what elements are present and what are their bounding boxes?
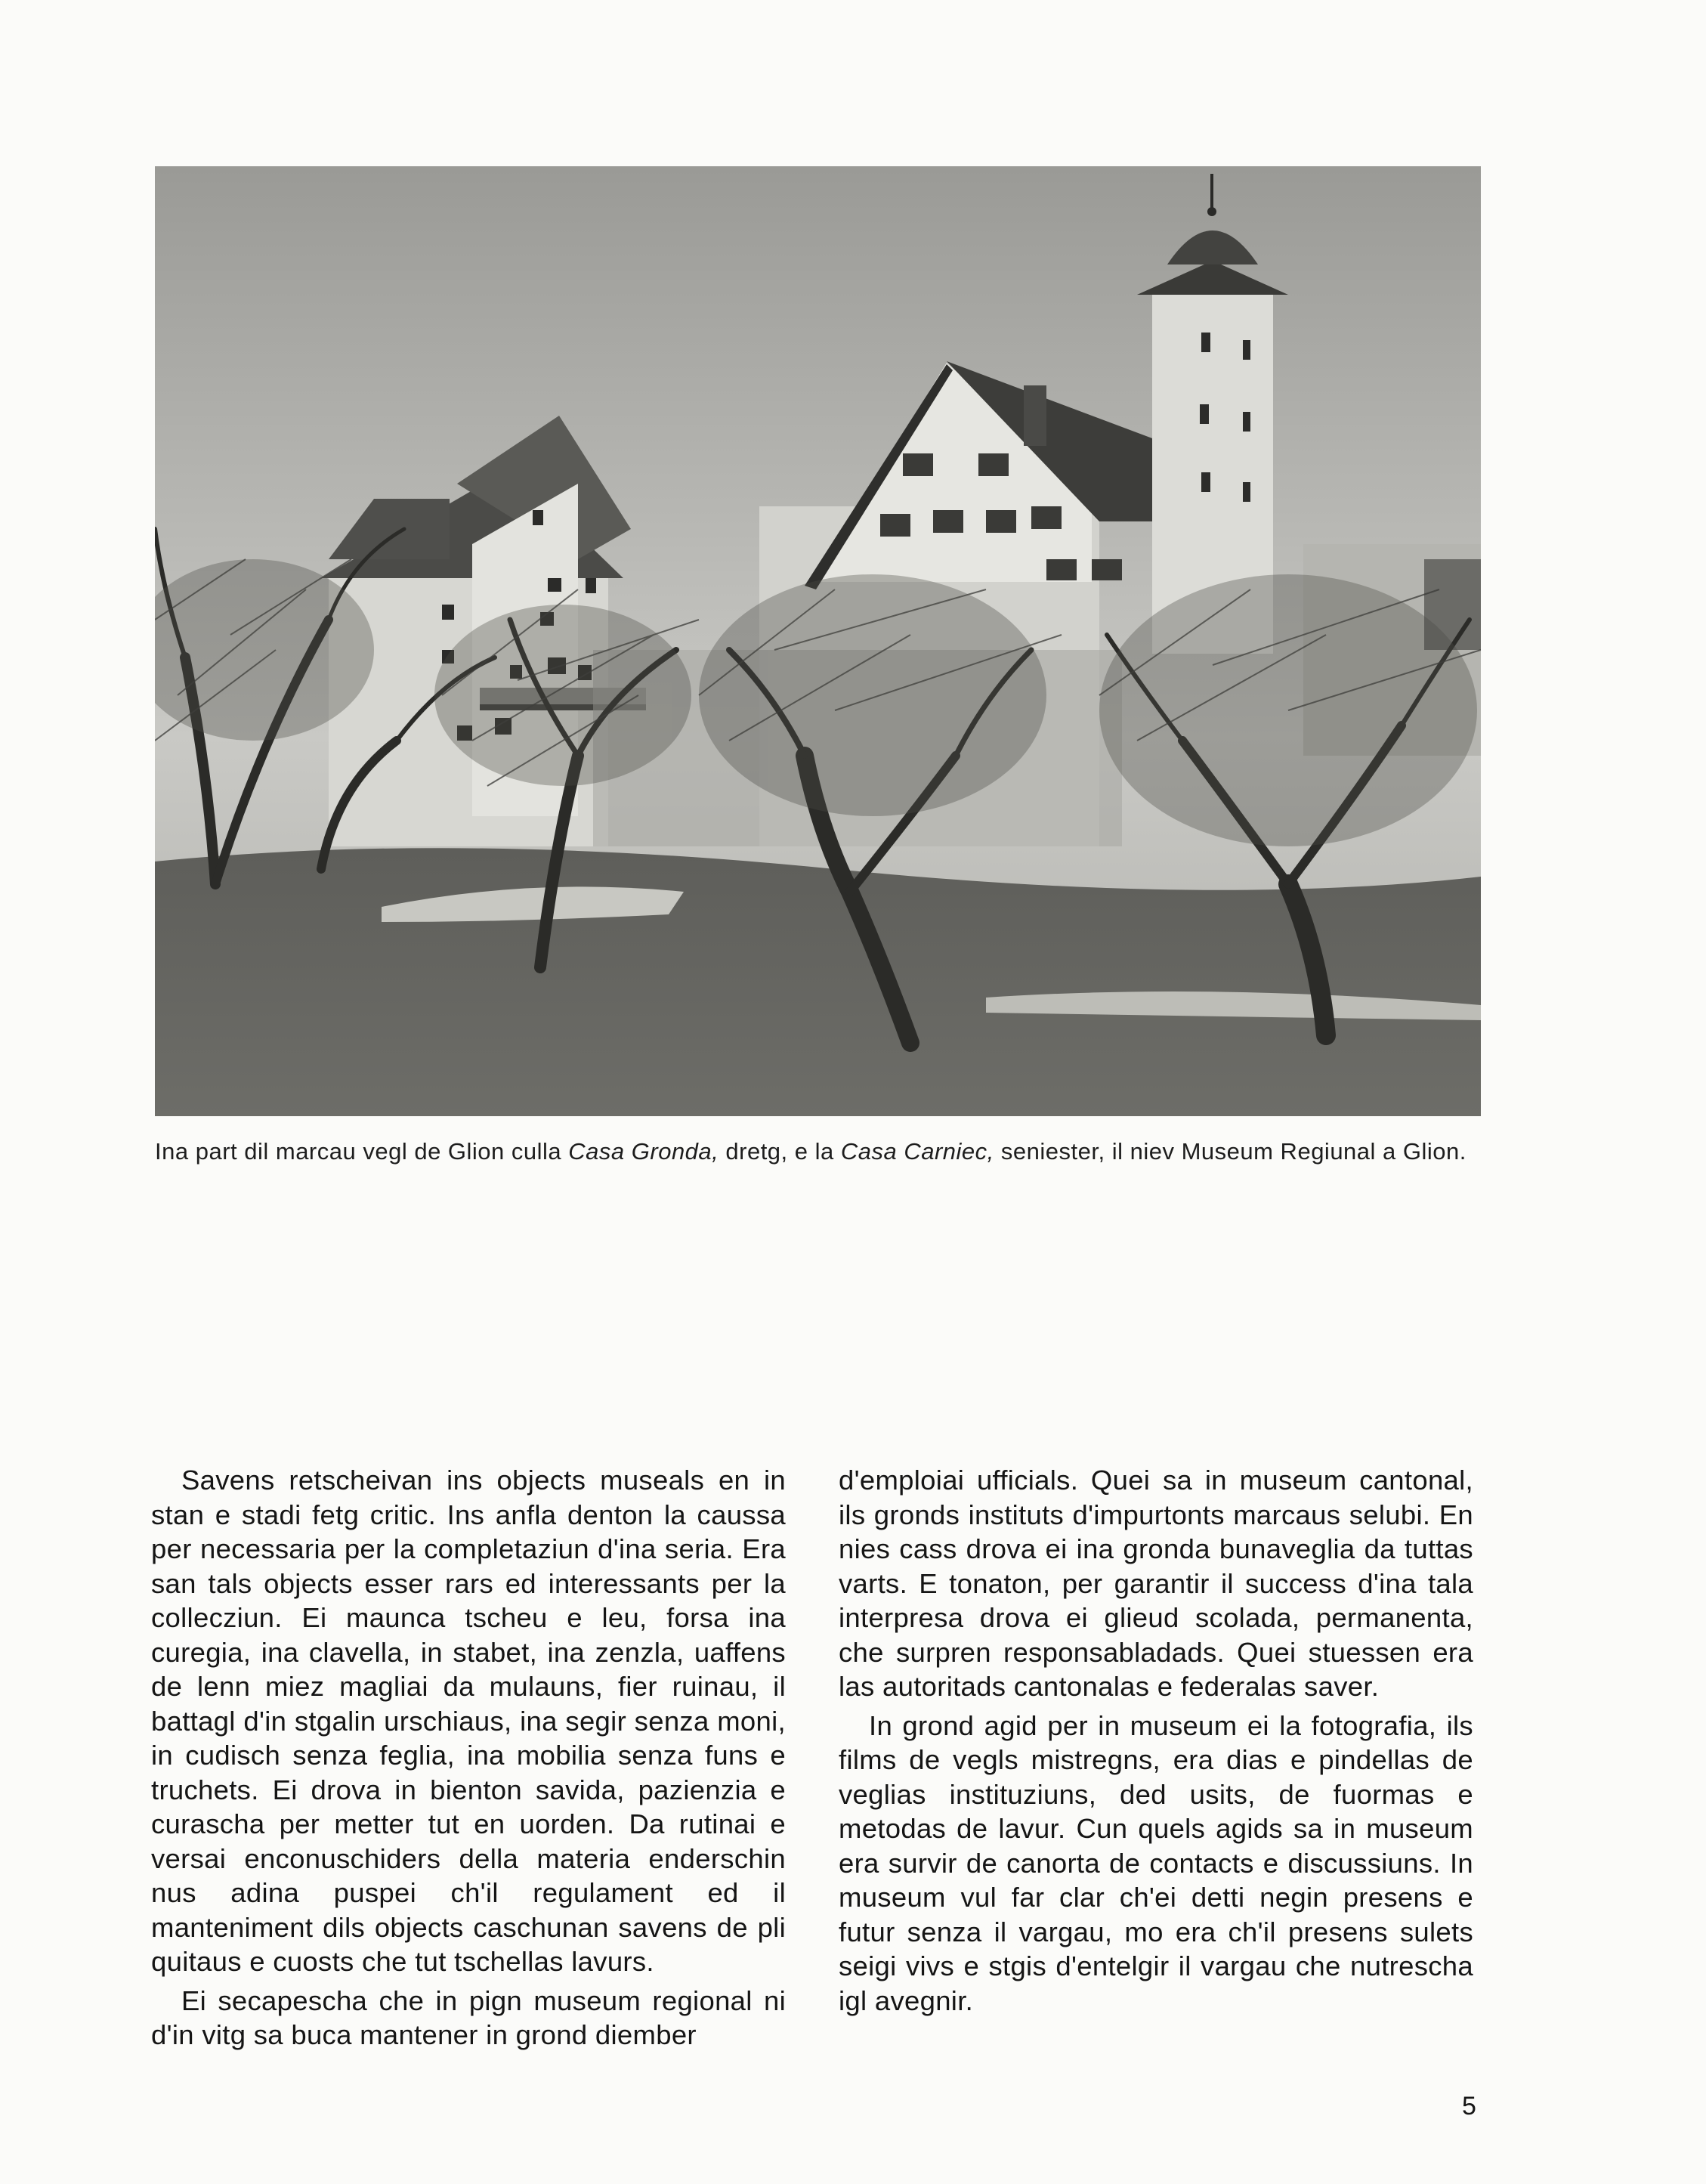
left-paragraph-2: Ei secapescha che in pign museum regional ni d'in vitg sa buca mantener in grond diember [151,1984,786,2050]
right-text-column [839,1463,1473,2022]
right-paragraph-2: In grond agid per in museum ei la fotografia, ils films de vegls mistregns, era dias e pindellas de veglias instituziuns, ded usits, de fuormas e metodas de lavur. Cun quels agids sa in museum era survir de canorta de contacts e discussiuns. In museum vul far clar ch'ei detti negin presens e futur senza il vargau, mo era ch'il presens sulets seigi vivs e stgis d'entelgir il vargau che nutrescha igl avegnir. [839,1709,1473,2016]
left-text-column [151,1463,786,2057]
caption-text: Ina part dil marcau vegl de Glion culla [155,1138,569,1165]
photograph-of-village-buildings-with-tower-and-bare-trees-icon [155,166,1481,1116]
caption-place-casa-carniec: Casa Carniec, [840,1138,994,1165]
caption-place-casa-gronda: Casa Gronda, [568,1138,719,1165]
photo-caption [155,1137,1485,1166]
caption-text: dretg, e la [719,1138,841,1165]
left-paragraph-1: Savens retscheivan ins objects museals en in stan e stadi fetg critic. Ins anfla denton la caussa per necessaria per la completaziun d'ina seria. Era san tals objects esser rars ed interessants per la collecziun. Ei maunca tscheu e leu, forsa ina curegia, ina clavella, in stabet, ina zenzla, uaffens de lenn miez magliai da mulauns, fier ruinau, il battagl d'in stgalin urschiaus, ina segir senza moni, in cudisch senza feglia, ina mobilia senza funs e truchets. Ei drova in bienton savida, pazienzia e curascha per metter tut en uorden. Da rutinai e versai enconuschiders della materia enderschin nus adina puspei ch'il regulament ed il manteniment dils objects caschunan savens de pli quitaus e cuosts che tut tschellas lavurs. [151,1465,786,1977]
caption-text: seniester, il niev Museum Regiunal a Glion. [994,1138,1466,1165]
right-paragraph-1: d'emploiai ufficials. Quei sa in museum cantonal, ils gronds instituts d'impurtonts marcaus selubi. En nies cass drova ei ina gronda bunaveglia da tuttas varts. E tonaton, per garantir il success d'ina tala interpresa drova ei glieud scolada, permanenta, che surpren responsabladads. Quei stuessen era las autoritads cantonalas e federalas saver. [839,1465,1473,1702]
page-number: 5 [1462,2092,1476,2121]
building-photograph [155,166,1481,1116]
